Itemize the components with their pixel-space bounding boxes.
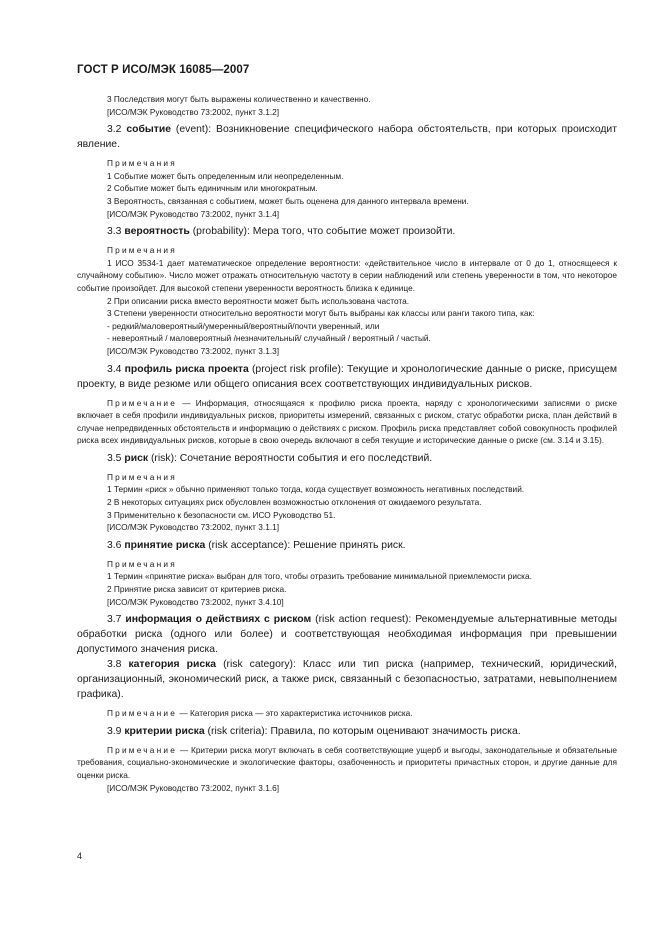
note-item: 1 Термин «риск » обычно применяют только тогда, когда существует возможность негативных последствий. xyxy=(107,484,525,495)
notes-heading: Примечания xyxy=(107,158,177,169)
term-3-5: 3.5 риск (risk): Сочетание вероятности события и его последствий. xyxy=(107,452,433,464)
term-3-8: 3.8 категория риска (risk category): Класс или тип риска (например, технический, юридический, организационный, экономический риск, а также риск, связанный с безопасностью, затратами, невыполнением графика). xyxy=(77,659,617,701)
reference: [ИСО/МЭК Руководство 73:2002, пункт 3.1.1] xyxy=(107,522,280,533)
term-name: информация о действиях с риском xyxy=(125,614,312,626)
note-paragraph: Примечание — Критерии риска могут включать в себя соответствующие ущерб и выгоды, законодательные и обязательные требования, социально-экономические и экологические факторы, озабоченность и приоритеты причастных сторон, и другие данные для оценки риска. xyxy=(77,744,617,780)
term-name: событие xyxy=(126,124,172,136)
note-item: 2 При описании риска вместо вероятности может быть использована частота. xyxy=(107,295,410,306)
term-name: критерии риска xyxy=(124,725,205,737)
term-3-7: 3.7 информация о действиях с риском (risk action request): Рекомендуемые альтернативные методы обработки риска (одного или более) и соответствующая необходимая информация при превышении допустимого значения риска. xyxy=(77,614,617,656)
page-number: 4 xyxy=(77,851,83,861)
reference: [ИСО/МЭК Руководство 73:2002, пункт 3.1.2] xyxy=(107,106,280,117)
term-name: категория риска xyxy=(128,659,217,671)
note-list-item: - редкий/маловероятный/умеренный/вероятный/почти уверенный, или xyxy=(107,320,380,331)
note-item: 2 Принятие риска зависит от критериев риска. xyxy=(107,584,287,595)
note-item: 2 Событие может быть единичным или многократным. xyxy=(107,183,318,194)
notes-heading: Примечания xyxy=(107,245,177,256)
note-item: 1 Термин «принятие риска» выбран для того, чтобы отразить требование минимальной приемлемости риска. xyxy=(107,571,532,582)
term-3-2: 3.2 событие (event): Возникновение специфического набора обстоятельств, при которых происходит явление. xyxy=(77,124,617,151)
notes-heading: Примечания xyxy=(107,471,177,482)
note-label: Примечание xyxy=(107,708,178,719)
note-item: 2 В некоторых ситуациях риск обусловлен возможностью отклонения от ожидаемого результата. xyxy=(107,497,482,508)
note-list-item: - невероятный / маловероятный /незначительный/ случайный / вероятный / частый. xyxy=(107,333,431,344)
term-3-9: 3.9 критерии риска (risk criteria): Правила, по которым оценивают значимость риска. xyxy=(107,725,521,737)
term-3-4: 3.4 профиль риска проекта (project risk profile): Текущие и хронологические данные о риске, присущем проекту, в виде резюме или общего описания всех соответствующих индивидуальных рисков. xyxy=(77,363,617,390)
note-item: 3 Вероятность, связанная с событием, может быть оценена для данного интервала времени. xyxy=(107,195,469,206)
page-header: ГОСТ Р ИСО/МЭК 16085—2007 xyxy=(77,64,250,76)
reference: [ИСО/МЭК Руководство 73:2002, пункт 3.1.4] xyxy=(107,208,280,219)
reference: [ИСО/МЭК Руководство 73:2002, пункт 3.1.3] xyxy=(107,345,280,356)
note-label: Примечание xyxy=(107,397,178,408)
note-item: 1 ИСО 3534-1 дает математическое определение вероятности: «действительное число в интервале от 0 до 1, относящееся к случайному событию». Число может отражать относительную частоту в серии наблюдений или степень уверенности в том, что некоторое событие произойдет. Для высокой степени уверенности вероятность близка к единице. xyxy=(77,257,617,293)
note-item: 1 Событие может быть определенным или неопределенным. xyxy=(107,170,344,181)
notes-heading: Примечания xyxy=(107,558,177,569)
note-item: 3 Применительно к безопасности см. ИСО Руководство 51. xyxy=(107,509,336,520)
term-name: профиль риска проекта xyxy=(124,363,249,375)
term-name: принятие риска xyxy=(124,539,206,551)
term-name: вероятность xyxy=(124,226,190,238)
note-paragraph: Примечание — Информация, относящаяся к профилю риска проекта, наряду с хронологическими записями о риске включает в себя профили индивидуальных рисков, приоритеты измерений, связанных с риском, статус обработки риска, план действий в случае непредвиденных обстоятельств и информацию о действиях с риском. Профиль риска представляет собой совокупность профилей риска всех индивидуальных рисков, которые в свою очередь включают в себя текущие и исторические данные о риске (см. 3.14 и 3.15). xyxy=(77,397,617,446)
term-3-6: 3.6 принятие риска (risk acceptance): Решение принять риск. xyxy=(107,539,406,551)
reference: [ИСО/МЭК Руководство 73:2002, пункт 3.4.10] xyxy=(107,596,284,607)
note-label: Примечание xyxy=(107,744,178,755)
term-3-3: 3.3 вероятность (probability): Мера того, что событие может произойти. xyxy=(107,226,456,238)
note-item: 3 Последствия могут быть выражены количественно и качественно. xyxy=(107,94,371,104)
note-item: 3 Степени уверенности относительно вероятности могут быть выбраны как классы или ранги такого типа, как: xyxy=(107,308,535,319)
term-name: риск xyxy=(124,452,149,464)
note-paragraph: Примечание — Категория риска — это характеристика источников риска. xyxy=(107,708,413,719)
reference: [ИСО/МЭК Руководство 73:2002, пункт 3.1.6] xyxy=(107,782,280,793)
page-content xyxy=(77,93,617,794)
